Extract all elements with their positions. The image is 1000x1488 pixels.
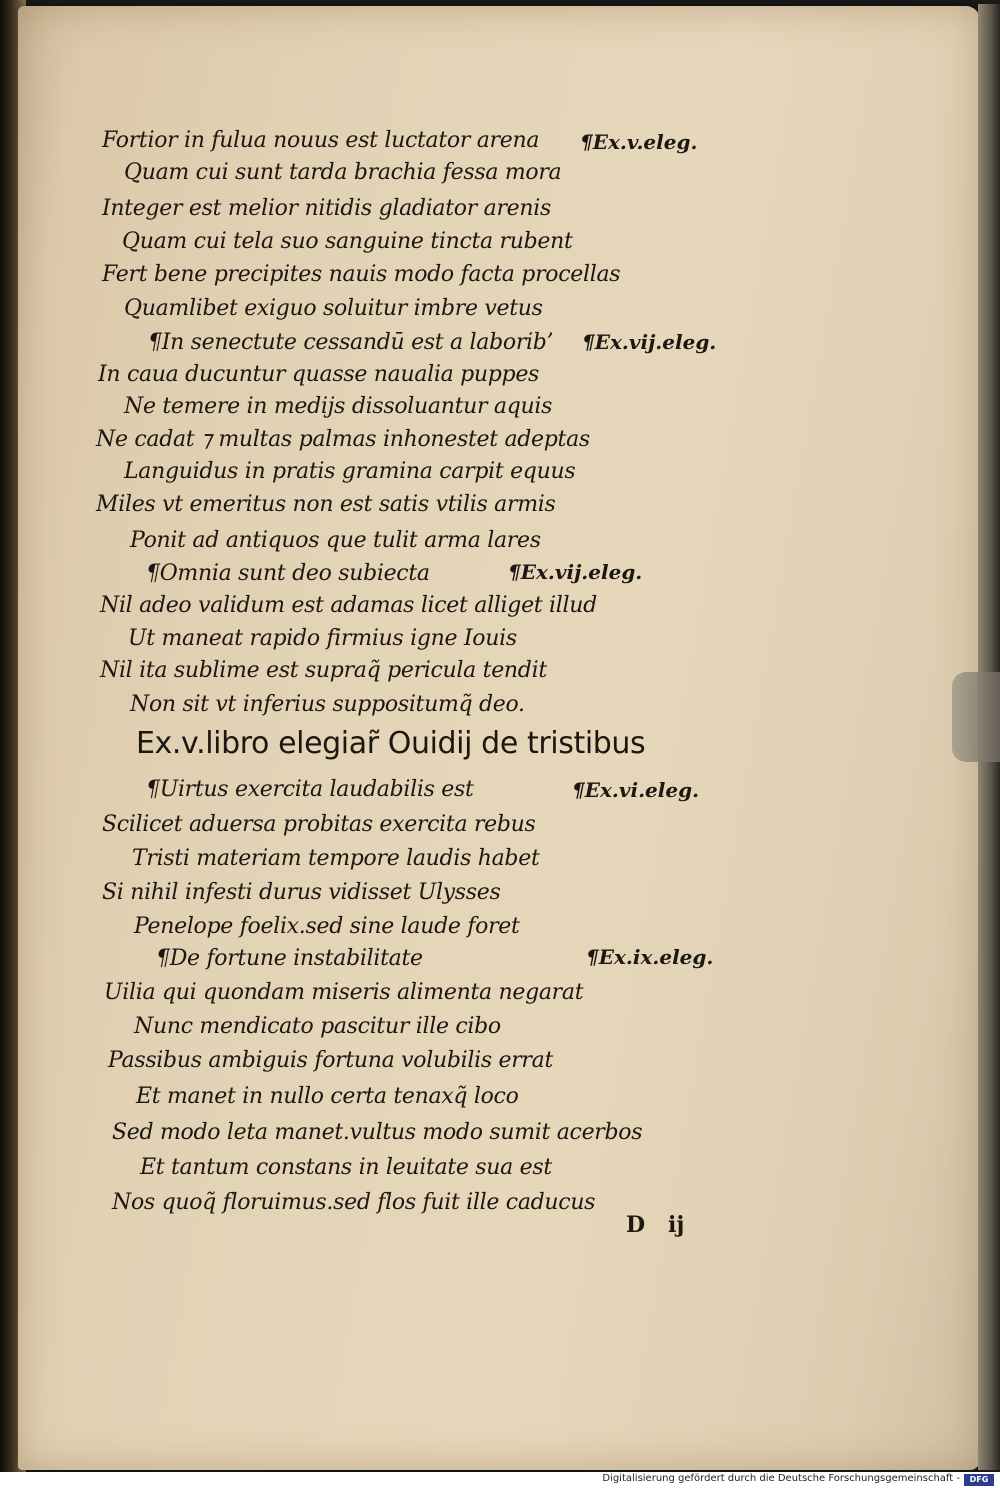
- footer-bar: [0, 1472, 1000, 1488]
- text-line: Ponit ad antiquos que tulit arma lares: [130, 528, 541, 553]
- marginal-note: ¶Ex.vi.eleg.: [572, 778, 700, 802]
- text-line: Languidus in pratis gramina carpit equus: [124, 459, 576, 484]
- text-line: Et tantum constans in leuitate sua est: [140, 1155, 552, 1180]
- text-line: Quam cui sunt tarda brachia fessa mora: [124, 160, 562, 185]
- marginal-note: ¶Ex.vij.eleg.: [508, 560, 643, 584]
- text-line: Sed modo leta manet.vultus modo sumit acerbos: [112, 1120, 643, 1145]
- text-line: Miles vt emeritus non est satis vtilis armis: [96, 492, 556, 517]
- page-tab: [952, 672, 1000, 762]
- text-line: Et manet in nullo certa tenaxq̃ loco: [136, 1084, 519, 1109]
- section-title: ¶De fortune instabilitate: [156, 946, 423, 971]
- text-line: Tristi materiam tempore laudis habet: [132, 846, 540, 871]
- text-line: Nil adeo validum est adamas licet alliget illud: [100, 593, 597, 618]
- text-line: Penelope foelix.sed sine laude foret: [134, 914, 520, 939]
- marginal-note: ¶Ex.vij.eleg.: [582, 330, 717, 354]
- text-line: Nil ita sublime est supraq̃ pericula tendit: [100, 658, 547, 683]
- text-line: Non sit vt inferius suppositumq̃ deo.: [130, 692, 525, 717]
- book-heading: Ex.v.libro elegiar̃ Ouidij de tristibus: [136, 726, 646, 761]
- text-line: Integer est melior nitidis gladiator arenis: [102, 196, 551, 221]
- text-line: Fert bene precipites nauis modo facta procellas: [102, 262, 621, 287]
- section-title: ¶In senectute cessandū est a laborib’: [148, 330, 554, 355]
- text-line: Fortior in fulua nouus est luctator arena: [102, 128, 540, 153]
- text-line: Scilicet aduersa probitas exercita rebus: [102, 812, 536, 837]
- signature-mark: D ij: [626, 1212, 685, 1238]
- text-line: Quamlibet exiguo soluitur imbre vetus: [124, 296, 543, 321]
- text-line: Nos quoq̃ floruimus.sed flos fuit ille caducus: [112, 1190, 596, 1215]
- section-title: ¶Omnia sunt deo subiecta: [146, 561, 430, 586]
- text-line: Nunc mendicato pascitur ille cibo: [134, 1014, 501, 1039]
- text-line: Uilia qui quondam miseris alimenta negarat: [104, 980, 584, 1005]
- marginal-note: ¶Ex.ix.eleg.: [586, 945, 714, 969]
- dfg-logo: DFG: [964, 1474, 994, 1486]
- text-line: Si nihil infesti durus vidisset Ulysses: [102, 880, 501, 905]
- text-line: Ne temere in medijs dissoluantur aquis: [124, 394, 553, 419]
- text-line: Ut maneat rapido firmius igne Iouis: [128, 626, 517, 651]
- section-title: ¶Uirtus exercita laudabilis est: [146, 777, 474, 802]
- text-line: Quam cui tela suo sanguine tincta rubent: [122, 229, 573, 254]
- text-line: Passibus ambiguis fortuna volubilis errat: [108, 1048, 554, 1073]
- footer-credit: Digitalisierung gefördert durch die Deutsche Forschungsgemeinschaft -: [602, 1473, 960, 1484]
- marginal-note: ¶Ex.v.eleg.: [580, 130, 698, 154]
- text-line: Ne cadat ⁊ multas palmas inhonestet adeptas: [96, 427, 590, 452]
- text-line: In caua ducuntur quasse naualia puppes: [98, 362, 540, 387]
